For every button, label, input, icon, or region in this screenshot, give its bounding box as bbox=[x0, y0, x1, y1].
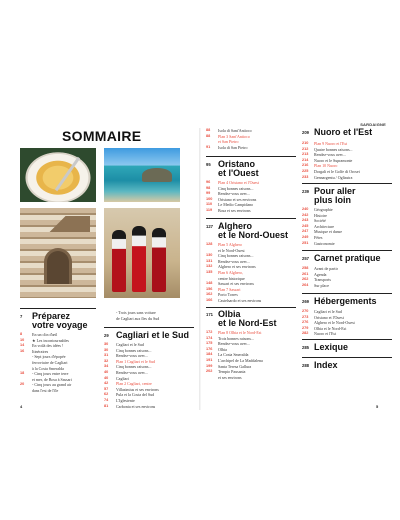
toc-item[interactable]: 233 Gennargentu / Ogliastra bbox=[302, 174, 353, 180]
toc-item[interactable]: 214 Nuoro et le Supramonte bbox=[302, 157, 353, 163]
toc-item[interactable]: 132 Alghero et ses environs bbox=[206, 264, 256, 270]
toc-item[interactable]: et ses environs bbox=[218, 374, 242, 380]
section-page-number: 29 bbox=[104, 333, 109, 338]
costume-figure bbox=[132, 226, 146, 292]
section-title: Oristano bbox=[218, 159, 256, 169]
toc-item[interactable]: 166 Castelsardo et ses environs bbox=[206, 297, 262, 303]
toc-item[interactable]: 81 Carbonia et ses environs bbox=[104, 403, 156, 409]
toc-item[interactable]: ferroviaire de Cagliari bbox=[32, 359, 68, 365]
section-page-number: 209 bbox=[302, 130, 309, 135]
toc-item[interactable]: 213 Rendez-vous avec... bbox=[302, 152, 347, 158]
toc-item[interactable]: 130 Cinq bonnes raisons... bbox=[206, 253, 254, 259]
section-hebergements bbox=[302, 297, 392, 308]
section-title: Alghero bbox=[218, 221, 253, 231]
toc-item[interactable]: 100 Oristano et ses environs bbox=[206, 196, 257, 202]
section-rule bbox=[302, 250, 392, 251]
toc-item[interactable]: 74 L'Iglesiente bbox=[104, 397, 135, 403]
folio-left: 4 bbox=[20, 404, 23, 409]
toc-item[interactable]: 18 - Cinq jours entre terre bbox=[20, 371, 69, 377]
costume-figure bbox=[152, 228, 166, 292]
section-rule bbox=[206, 307, 296, 308]
section-alghero bbox=[206, 222, 296, 242]
toc-item[interactable]: et mer, de Bosa à Sassari bbox=[32, 376, 72, 382]
toc-list-olbia bbox=[206, 330, 296, 380]
section-rule bbox=[20, 308, 96, 309]
toc-item[interactable]: - Sept jours d'épopée bbox=[32, 354, 66, 360]
photo-costume bbox=[104, 208, 180, 298]
section-index bbox=[302, 361, 392, 372]
toc-item[interactable]: centre historique bbox=[218, 275, 245, 281]
toc-item[interactable]: 10 ★ Les incontournables bbox=[20, 337, 69, 343]
section-rule bbox=[302, 339, 392, 340]
toc-item[interactable]: dans l'est de l'île bbox=[32, 387, 59, 393]
section-title: Préparez bbox=[32, 311, 71, 321]
toc-list-carnet bbox=[302, 266, 392, 288]
section-page-number: 171 bbox=[206, 312, 213, 317]
toc-item[interactable]: de Cagliari aux îles du Sud bbox=[116, 315, 160, 321]
toc-item[interactable]: 245 Architecture bbox=[302, 223, 334, 229]
page-gutter bbox=[199, 128, 201, 410]
toc-item[interactable]: 262 Transports bbox=[302, 277, 331, 283]
section-title: Pour aller bbox=[314, 186, 356, 196]
costume-figure bbox=[112, 230, 126, 292]
toc-item[interactable]: à la Costa Smeralda bbox=[32, 365, 64, 371]
toc-item-plan[interactable]: 96 Plan 4 Oristano et l'Ouest bbox=[206, 180, 259, 185]
toc-list-alghero bbox=[206, 242, 296, 304]
toc-list-preparez bbox=[20, 332, 96, 394]
section-rule bbox=[302, 183, 392, 184]
toc-item[interactable]: 14 En voilà des idées ! bbox=[20, 343, 64, 349]
toc-item-plan[interactable]: 156 Plan 7 Sassari bbox=[206, 286, 241, 292]
section-rule bbox=[302, 357, 392, 358]
page-title: SOMMAIRE bbox=[62, 128, 142, 144]
toc-item[interactable]: 99 Rendez-vous avec... bbox=[206, 191, 251, 197]
toc-item[interactable]: 176 Olbia bbox=[206, 346, 227, 352]
toc-item[interactable]: 16 Itinéraires bbox=[20, 348, 49, 354]
toc-item[interactable]: 191 L'archipel de La Maddalena bbox=[206, 357, 263, 363]
section-title: Index bbox=[314, 360, 338, 370]
toc-item[interactable]: 20 - Cinq jours au grand air bbox=[20, 382, 72, 388]
section-page-number: 285 bbox=[302, 345, 309, 350]
fork-shape bbox=[55, 157, 80, 191]
toc-list-nuoro bbox=[302, 141, 392, 180]
toc-item[interactable]: 62 Pula et la Costa del Sud bbox=[104, 392, 155, 398]
toc-item-plan[interactable]: et San Pietro bbox=[218, 139, 239, 145]
section-olbia bbox=[206, 310, 296, 330]
toc-item[interactable]: 258 Avant de partir bbox=[302, 266, 338, 271]
toc-item[interactable]: 98 Cinq bonnes raisons... bbox=[206, 185, 254, 191]
section-title: Carnet pratique bbox=[314, 253, 381, 263]
folio-right: 5 bbox=[376, 404, 379, 409]
section-rule bbox=[302, 293, 392, 294]
toc-item[interactable]: 30 Cagliari et le Sud bbox=[104, 342, 144, 347]
section-title: Nuoro et l'Est bbox=[314, 127, 373, 137]
toc-item-plan[interactable]: 88 Plan 3 Sant'Antioco bbox=[206, 133, 250, 139]
toc-item[interactable]: 242 Histoire bbox=[302, 212, 327, 218]
photo-church bbox=[20, 208, 96, 298]
toc-item[interactable]: 8 En un clin d'œil bbox=[20, 332, 58, 337]
section-rule bbox=[104, 327, 194, 328]
toc-item[interactable]: 175 Rendez-vous avec... bbox=[206, 341, 251, 347]
toc-list-sant-antioco bbox=[206, 128, 296, 150]
toc-item[interactable]: 119 Bosa et ses environs bbox=[206, 207, 251, 213]
toc-item[interactable]: 30 Cinq bonnes raisons... bbox=[104, 347, 152, 353]
toc-item[interactable]: 240 Géographie bbox=[302, 207, 333, 212]
section-page-number: 127 bbox=[206, 224, 213, 229]
section-rule bbox=[206, 218, 296, 219]
toc-item[interactable]: 31 Rendez-vous avec... bbox=[104, 353, 149, 359]
section-title: Cagliari et le Sud bbox=[116, 330, 190, 340]
toc-item[interactable]: 282 Nuoro et l'Est bbox=[302, 331, 337, 337]
toc-list-oristano bbox=[206, 180, 296, 214]
toc-item[interactable]: 88 Isola di Sant'Antioco bbox=[206, 128, 252, 133]
toc-item[interactable]: 279 Olbia et le Nord-Est bbox=[302, 325, 347, 331]
toc-item[interactable]: 91 Isola di San Pietro bbox=[206, 144, 248, 150]
section-rule bbox=[206, 156, 296, 157]
toc-item[interactable]: 40 Rendez-vous avec... bbox=[104, 369, 149, 375]
section-page-number: 257 bbox=[302, 256, 309, 261]
section-plus-loin bbox=[302, 187, 392, 207]
toc-item[interactable]: et le Nord-Ouest bbox=[218, 247, 245, 253]
toc-item[interactable]: 148 Sassari et ses environs bbox=[206, 281, 254, 287]
section-title: Olbia bbox=[218, 309, 241, 319]
toc-list-cagliari-intro bbox=[104, 310, 194, 321]
toc-list-hebergements bbox=[302, 309, 392, 337]
section-page-number: 269 bbox=[302, 299, 309, 304]
toc-item[interactable]: 34 Cinq bonnes raisons... bbox=[104, 364, 152, 370]
section-oristano bbox=[206, 160, 296, 180]
section-title-line2: et le Nord-Est bbox=[218, 318, 277, 328]
toc-item[interactable]: 273 Oristano et l'Ouest bbox=[302, 314, 344, 320]
section-title-line2: et le Nord-Ouest bbox=[218, 230, 289, 240]
section-title-line2: plus loin bbox=[314, 195, 351, 205]
toc-item[interactable]: 57 Villasimius et ses environs bbox=[104, 386, 159, 392]
section-title: Lexique bbox=[314, 342, 349, 352]
toc-item-plan[interactable]: 216 Plan 10 Nuoro bbox=[302, 163, 338, 169]
toc-item-plan[interactable]: 210 Plan 9 Nuoro et l'Est bbox=[302, 141, 348, 146]
toc-item[interactable]: 40 Cagliari bbox=[104, 375, 129, 381]
toc-item[interactable]: 261 Agenda bbox=[302, 271, 327, 277]
toc-item-plan[interactable]: 135 Plan 6 Alghero, bbox=[206, 269, 243, 275]
rock-shape bbox=[142, 168, 172, 182]
toc-item[interactable]: 225 Dorgali et le Golfe di Orosei bbox=[302, 168, 360, 174]
section-cagliari bbox=[104, 331, 194, 342]
roof-shape bbox=[26, 216, 90, 232]
section-lexique bbox=[302, 343, 392, 354]
toc-item[interactable]: 264 Sur place bbox=[302, 282, 329, 288]
toc-item-plan[interactable]: 128 Plan 5 Alghero bbox=[206, 242, 242, 247]
section-page-number: 288 bbox=[302, 363, 309, 368]
toc-item[interactable]: 131 Rendez-vous avec... bbox=[206, 258, 251, 264]
toc-item-plan[interactable]: 172 Plan 8 Olbia et le Nord-Est bbox=[206, 330, 262, 335]
photo-pasta bbox=[20, 148, 96, 202]
photo-sea bbox=[104, 148, 180, 202]
toc-item[interactable]: 110 Le Medio Campidano bbox=[206, 202, 254, 208]
toc-item-plan[interactable]: 32 Plan 1 Cagliari et le Sud bbox=[104, 358, 155, 364]
toc-item[interactable]: 202 Tempio Pausania bbox=[206, 369, 246, 375]
toc-item[interactable]: - Trois jours sans voiture bbox=[116, 310, 156, 315]
toc-item[interactable]: 270 Cagliari et le Sud bbox=[302, 309, 342, 314]
section-page-number: 7 bbox=[20, 314, 23, 319]
toc-list-cagliari bbox=[104, 342, 194, 409]
section-nuoro bbox=[302, 128, 392, 139]
arch-shape bbox=[44, 248, 72, 284]
section-carnet bbox=[302, 254, 392, 265]
section-page-number: 239 bbox=[302, 189, 309, 194]
section-page-number: 95 bbox=[206, 162, 211, 167]
toc-item-plan[interactable]: 42 Plan 2 Cagliari, centre bbox=[104, 381, 152, 387]
region-header: SARDAIGNE bbox=[360, 122, 386, 127]
toc-item[interactable]: 212 Quatre bonnes raisons... bbox=[302, 146, 353, 152]
toc-item[interactable]: 199 Santa Teresa Gallura bbox=[206, 363, 252, 369]
section-title-line2: et l'Ouest bbox=[218, 168, 259, 178]
section-title: Hébergements bbox=[314, 296, 377, 306]
toc-item[interactable]: 243 Société bbox=[302, 218, 326, 224]
toc-item[interactable]: 247 Musique et danse bbox=[302, 229, 342, 235]
toc-item[interactable]: 249 Fêtes bbox=[302, 234, 323, 240]
toc-item[interactable]: 276 Alghero et le Nord-Ouest bbox=[302, 320, 355, 326]
toc-item[interactable]: 184 La Costa Smeralda bbox=[206, 352, 249, 358]
toc-item[interactable]: 251 Gastronomie bbox=[302, 240, 335, 246]
section-preparez bbox=[20, 312, 96, 332]
toc-item[interactable]: 174 Trois bonnes raisons... bbox=[206, 335, 254, 341]
toc-item[interactable]: 162 Porto Torres bbox=[206, 292, 238, 298]
section-title-line2: votre voyage bbox=[32, 320, 88, 330]
toc-list-plus-loin bbox=[302, 207, 392, 246]
